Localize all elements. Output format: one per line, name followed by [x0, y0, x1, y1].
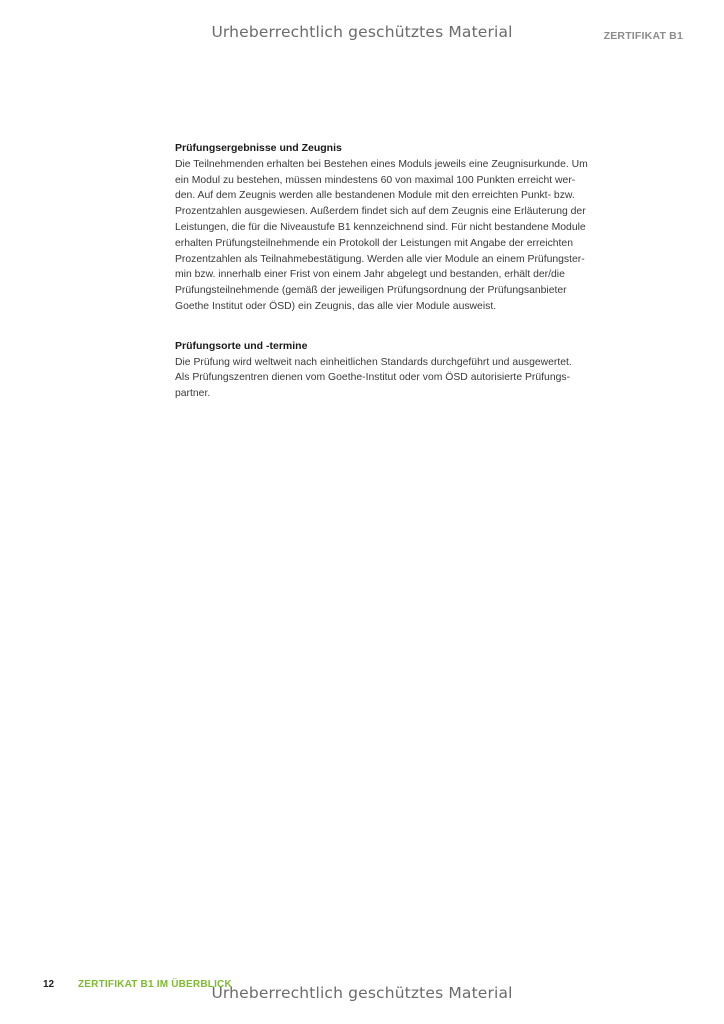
- section-locations-dates: [175, 339, 615, 402]
- page-number: 12: [43, 979, 55, 990]
- text-line: erhalten Prüfungsteilnehmende ein Protokoll der Leistungen mit Angabe der erreichten: [175, 237, 573, 249]
- text-line: min bzw. innerhalb einer Frist von einem Jahr abgelegt und bestanden, erhält der/die: [175, 269, 565, 281]
- section-heading: Prüfungsorte und -termine: [175, 339, 308, 352]
- text-line: Die Prüfung wird weltweit nach einheitlichen Standards durchgeführt und ausgewertet.: [175, 356, 572, 368]
- running-footer-title: ZERTIFIKAT B1 IM ÜBERBLICK: [78, 979, 232, 990]
- text-line: Prozentzahlen als Teilnahmebestätigung. Werden alle vier Module an einem Prüfungster-: [175, 253, 585, 265]
- text-line: Als Prüfungszentren dienen vom Goethe-Institut oder vom ÖSD autorisierte Prüfungs-: [175, 372, 571, 384]
- section-body: [175, 355, 615, 402]
- section-results-certificate: [175, 141, 615, 315]
- text-line: ein Modul zu bestehen, müssen mindestens 60 von maximal 100 Punkten erreicht wer-: [175, 174, 576, 186]
- section-body: [175, 157, 615, 315]
- watermark-bottom: Urheberrechtlich geschütztes Material: [211, 984, 513, 1002]
- text-line: Leistungen, die für die Niveaustufe B1 kennzeichnend sind. Für nicht bestandene Module: [175, 221, 586, 233]
- running-header: ZERTIFIKAT B1: [603, 30, 683, 42]
- text-line: den. Auf dem Zeugnis werden alle bestandenen Module mit den erreichten Punkt- bzw.: [175, 190, 575, 202]
- section-heading: Prüfungsergebnisse und Zeugnis: [175, 142, 342, 154]
- text-line: Prozentzahlen ausgewiesen. Außerdem findet sich auf dem Zeugnis eine Erläuterung der: [175, 206, 586, 218]
- text-line: partner.: [175, 388, 211, 400]
- text-line: Die Teilnehmenden erhalten bei Bestehen eines Moduls jeweils eine Zeugnisurkunde. Um: [175, 158, 588, 170]
- text-line: Prüfungsteilnehmende (gemäß der jeweiligen Prüfungsordnung der Prüfungsanbieter: [175, 285, 567, 297]
- watermark-top: Urheberrechtlich geschütztes Material: [211, 23, 513, 41]
- page-content: [175, 141, 615, 402]
- text-line: Goethe Institut oder ÖSD) ein Zeugnis, das alle vier Module ausweist.: [175, 300, 497, 312]
